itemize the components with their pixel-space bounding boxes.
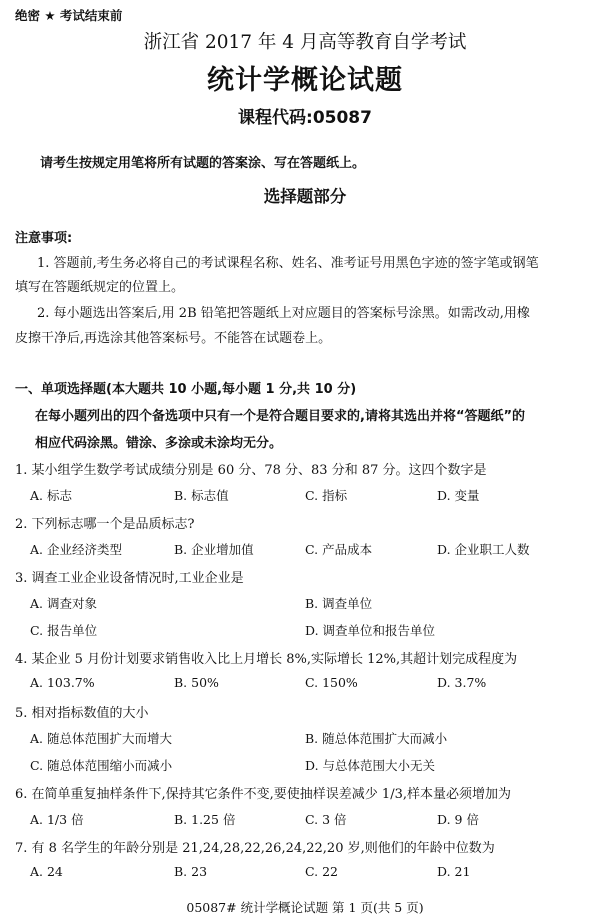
question-3-option-d: D. 调查单位和报告单位 [305,623,436,638]
question-2-option-b: B. 企业增加值 [174,542,254,557]
question-5-stem: 5. 相对指标数值的大小 [15,706,149,721]
confidential-label: 绝密 ★ 考试结束前 [15,8,123,23]
question-6-option-c: C. 3 倍 [305,812,347,827]
question-7-stem: 7. 有 8 名学生的年龄分别是 21,24,28,22,26,24,22,20 岁,则他们的年龄中位数为 [15,841,495,856]
question-6-stem: 6. 在简单重复抽样条件下,保持其它条件不变,要使抽样误差减少 1/3,样本量必须增加为 [15,787,511,802]
part-1-description-line-1: 在每小题列出的四个备选项中只有一个是符合题目要求的,请将其选出并将“答题纸”的 [35,409,526,424]
page-footer: 05087# 统计学概论试题 第 1 页(共 5 页) [186,900,424,915]
question-1-option-d: D. 变量 [437,488,480,503]
question-4-stem: 4. 某企业 5 月份计划要求销售收入比上月增长 8%,实际增长 12%,其超计划完成程度为 [15,652,518,667]
question-2-option-d: D. 企业职工人数 [437,542,530,557]
note-1-line-2: 填写在答题纸规定的位置上。 [15,280,185,295]
part-1-heading: 一、单项选择题(本大题共 10 小题,每小题 1 分,共 10 分) [15,382,357,397]
question-3-stem: 3. 调查工业企业设备情况时,工业企业是 [15,571,244,586]
section-heading: 选择题部分 [263,187,347,206]
question-7-option-b: B. 23 [174,864,208,879]
note-2-line-1: 2. 每小题选出答案后,用 2B 铅笔把答题纸上对应题目的答案标号涂黑。如需改动,用橡 [37,306,530,321]
question-5-option-b: B. 随总体范围扩大而减小 [305,731,448,746]
part-1-description-line-2: 相应代码涂黑。错涂、多涂或未涂均无分。 [35,436,283,451]
note-2-line-2: 皮擦干净后,再选涂其他答案标号。不能答在试题卷上。 [15,331,332,346]
question-6-option-d: D. 9 倍 [437,812,479,827]
question-7-option-d: D. 21 [437,864,471,879]
question-2-option-c: C. 产品成本 [305,542,373,557]
question-4-option-d: D. 3.7% [437,675,487,690]
question-5-option-c: C. 随总体范围缩小而减小 [30,758,173,773]
question-6-option-a: A. 1/3 倍 [30,812,84,827]
notes-heading: 注意事项: [15,231,73,246]
general-instruction: 请考生按规定用笔将所有试题的答案涂、写在答题纸上。 [40,156,366,171]
question-3-option-a: A. 调查对象 [30,596,97,611]
note-1-line-1: 1. 答题前,考生务必将自己的考试课程名称、姓名、准考证号用黑色字迹的签字笔或钢笔 [37,256,539,271]
question-3-option-c: C. 报告单位 [30,623,98,638]
question-7-option-c: C. 22 [305,864,338,879]
question-4-option-c: C. 150% [305,675,358,690]
course-code: 课程代码:05087 [238,108,372,128]
question-3-option-b: B. 调查单位 [305,596,373,611]
question-5-option-d: D. 与总体范围大小无关 [305,758,436,773]
exam-name: 浙江省 2017 年 4 月高等教育自学考试 [143,32,467,53]
question-1-option-a: A. 标志 [30,488,72,503]
question-5-option-a: A. 随总体范围扩大而增大 [30,731,172,746]
question-2-option-a: A. 企业经济类型 [30,542,122,557]
question-1-option-b: B. 标志值 [174,488,229,503]
question-4-option-b: B. 50% [174,675,219,690]
paper-title: 统计学概论试题 [207,65,403,96]
question-2-stem: 2. 下列标志哪一个是品质标志? [15,517,195,532]
question-1-stem: 1. 某小组学生数学考试成绩分别是 60 分、78 分、83 分和 87 分。这四个数字是 [15,463,487,478]
question-6-option-b: B. 1.25 倍 [174,812,236,827]
question-1-option-c: C. 指标 [305,488,348,503]
question-7-option-a: A. 24 [30,864,63,879]
question-4-option-a: A. 103.7% [30,675,95,690]
